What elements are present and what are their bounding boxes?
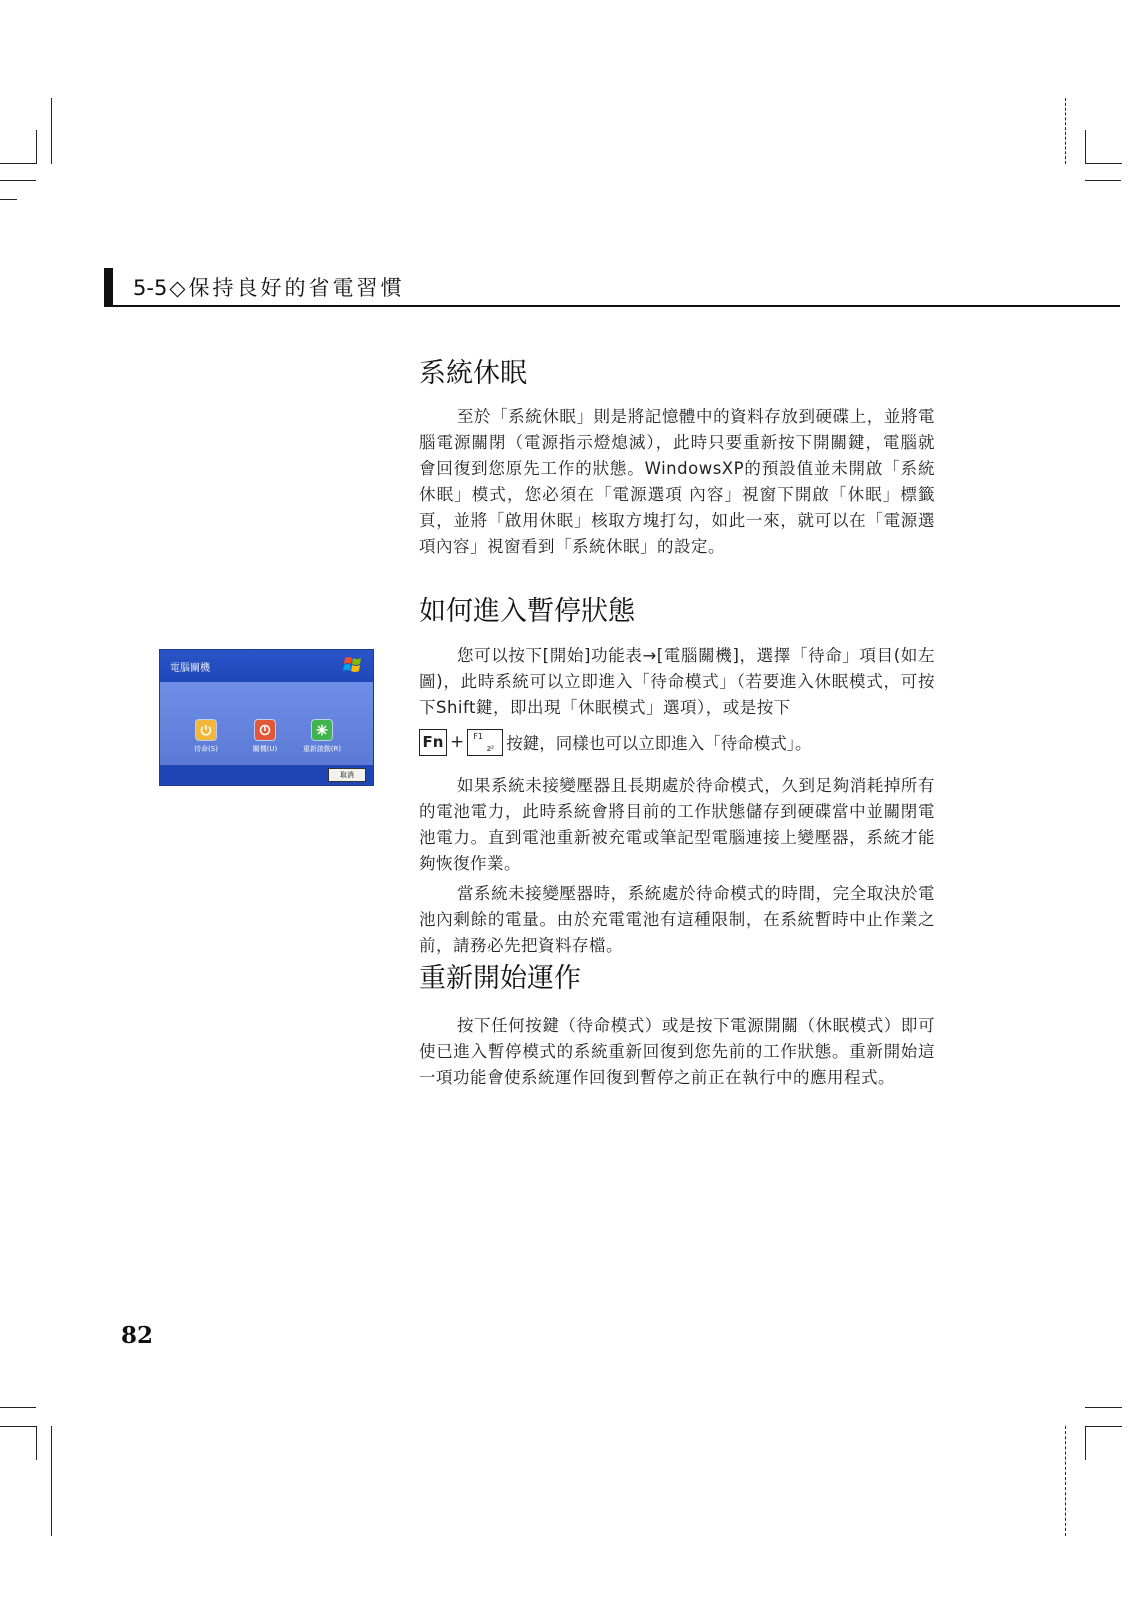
crop-mark (1065, 98, 1066, 164)
standby-icon (199, 723, 213, 737)
paragraph-suspend-3: 當系統未接變壓器時，系統處於待命模式的時間，完全取決於電池內剩餘的電量。由於充電電池有這種限制，在系統暫時中止作業之前，請務必先把資料存檔。 (419, 884, 935, 955)
crop-mark (0, 180, 36, 181)
key-combination-line (419, 728, 812, 756)
heading-suspend: 如何進入暫停狀態 (419, 596, 635, 627)
sleep-key-label: z² (486, 743, 495, 753)
heading-resume: 重新開始運作 (419, 963, 581, 994)
diamond-icon: ◇ (169, 276, 189, 300)
cancel-button[interactable]: 取消 (328, 768, 366, 782)
section-marker-bar (104, 268, 113, 306)
crop-mark (0, 1407, 36, 1408)
plus-sign: + (450, 732, 465, 752)
section-number: 5-5 (133, 276, 168, 300)
power-off-label: 關機(U) (252, 745, 278, 753)
section-title (133, 272, 404, 302)
shutdown-dialog (160, 650, 373, 785)
heading-hibernate: 系統休眠 (419, 358, 527, 389)
crop-mark (1065, 1426, 1066, 1536)
paragraph-resume: 按下任何按鍵（待命模式）或是按下電源開關（休眠模式）即可使已進入暫停模式的系統重新回復到您先前的工作狀態。重新開始這一項功能會使系統運作回復到暫停之前正在執行中的應用程式。 (419, 1016, 935, 1087)
restart-button[interactable] (312, 720, 332, 740)
crop-mark (1085, 1426, 1086, 1460)
crop-mark (1085, 180, 1121, 181)
standby-button[interactable] (196, 720, 216, 740)
dialog-titlebar (160, 650, 373, 682)
crop-mark (1085, 163, 1122, 164)
section-title-text: 保持良好的省電習慣 (188, 276, 405, 300)
f1-key (467, 729, 503, 756)
crop-mark (0, 199, 17, 200)
crop-mark (1085, 130, 1086, 164)
paragraph-suspend-1: 您可以按下[開始]功能表→[電腦關機]，選擇「待命」項目(如左圖)，此時系統可以立即進入「待命模式」（若要進入休眠模式，可按下Shift鍵，即出現「休眠模式」選項），或是按下 (419, 646, 935, 717)
restart-icon (315, 723, 329, 737)
crop-mark (0, 163, 37, 164)
crop-mark (51, 98, 52, 164)
crop-mark (1085, 1426, 1122, 1427)
standby-label: 待命(S) (194, 745, 218, 753)
page-number: 82 (121, 1322, 154, 1349)
crop-mark (1085, 1407, 1122, 1408)
crop-mark (36, 1426, 37, 1460)
crop-mark (0, 1426, 36, 1427)
paragraph-suspend-2: 如果系統未接變壓器且長期處於待命模式，久到足夠消耗掉所有的電池電力，此時系統會將目前的工作狀態儲存到硬碟當中並關閉電池電力。直到電池重新被充電或筆記型電腦連接上變壓器，系統才能夠恢復作業。 (419, 776, 935, 873)
crop-mark (36, 130, 37, 164)
crop-mark (51, 1426, 52, 1536)
restart-label: 重新啟動(R) (302, 745, 342, 753)
power-off-button[interactable] (255, 720, 275, 740)
section-rule (104, 305, 1120, 307)
f1-key-label: F1 (473, 731, 483, 741)
fn-key: Fn (419, 729, 447, 756)
power-off-icon (258, 723, 272, 737)
windows-logo-icon (342, 654, 364, 676)
paragraph-hibernate: 至於「系統休眠」則是將記憶體中的資料存放到硬碟上，並將電腦電源關閉（電源指示燈熄滅），此時只要重新按下開關鍵，電腦就會回復到您原先工作的狀態。WindowsXP的預設值並未開啟「系統休眠」模式，您必須在「電源選項 內容」視窗下開啟「休眠」標籤頁，並將「啟用休眠」核取方塊打勾，如此一來，就可以在「電源選項內容」視窗看到「系統休眠」的設定。 (419, 407, 935, 556)
dialog-title: 電腦關機 (170, 663, 210, 674)
key-suffix-text: 按鍵，同樣也可以立即進入「待命模式」。 (506, 734, 812, 753)
